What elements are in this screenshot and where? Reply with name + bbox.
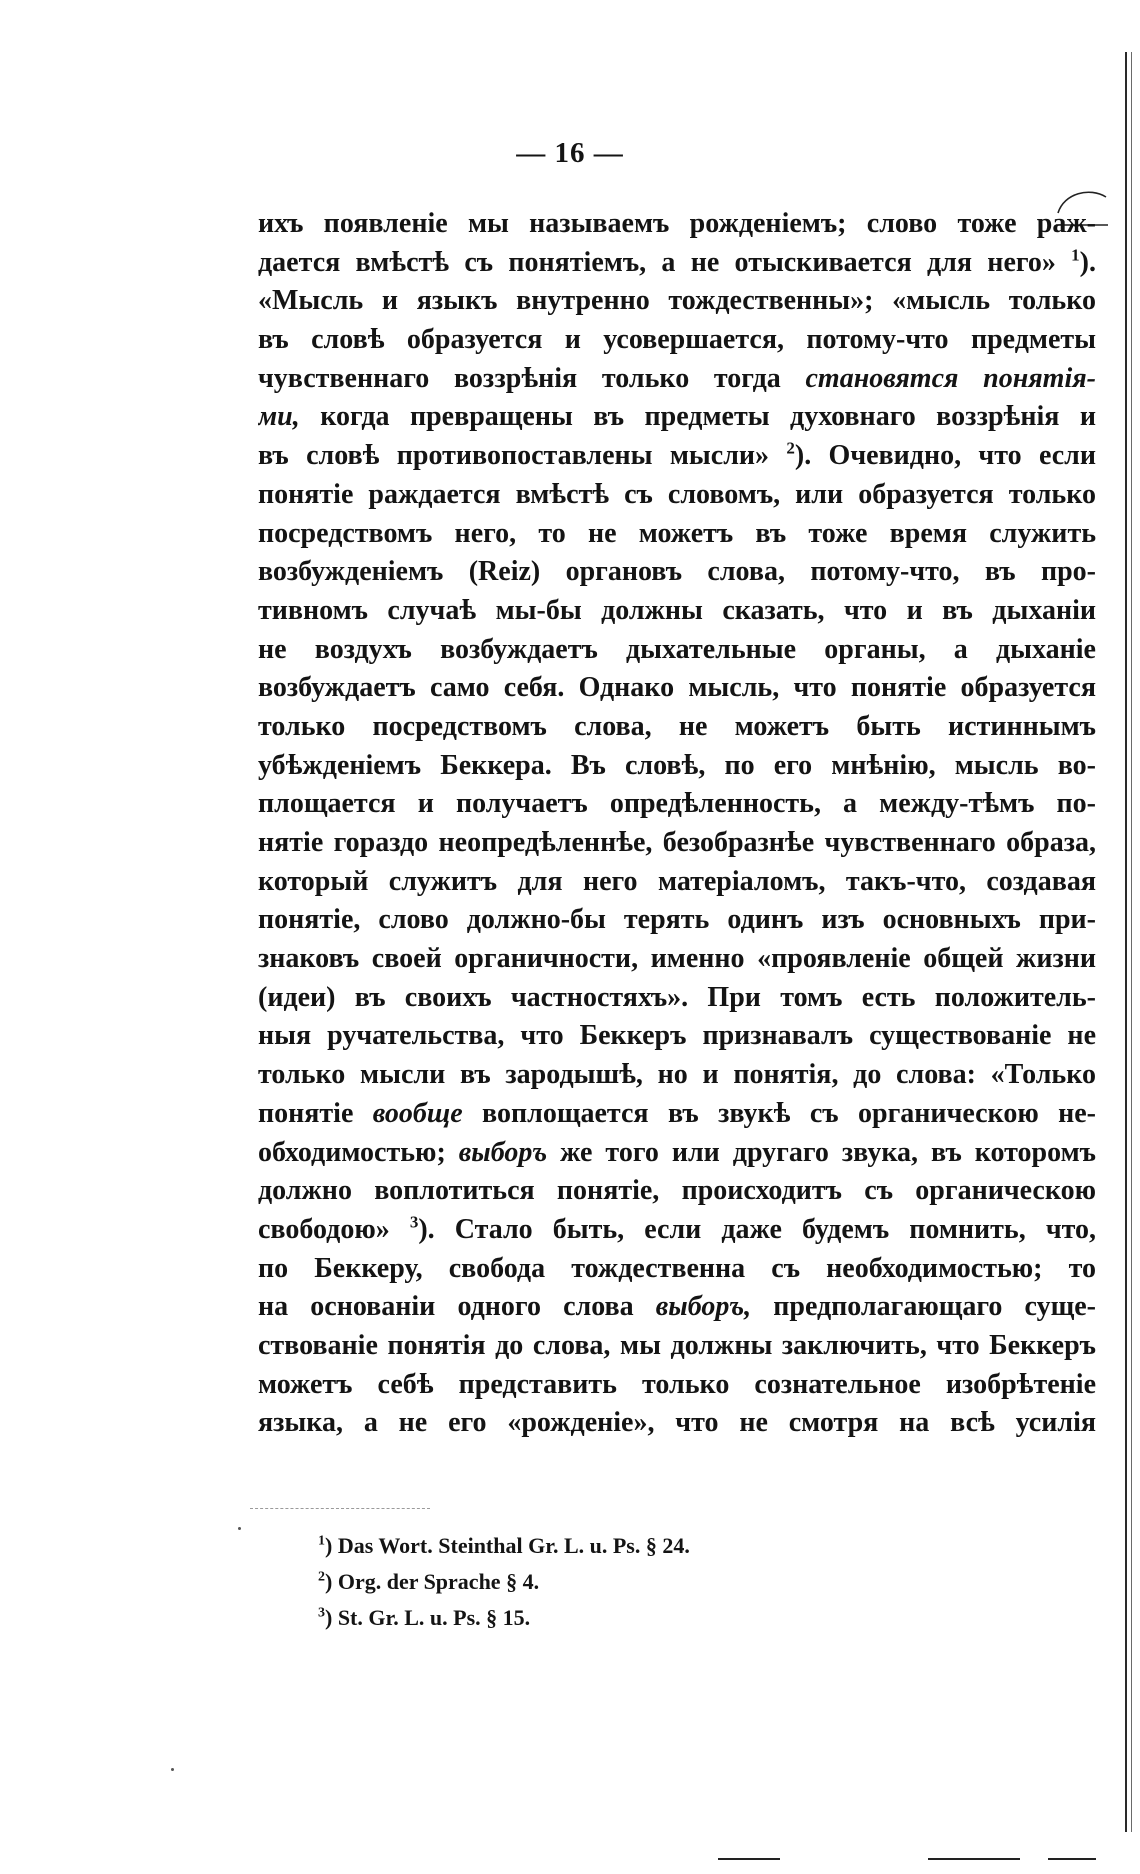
scan-speck xyxy=(238,1527,241,1530)
text-line xyxy=(258,785,1096,824)
footnote-separator xyxy=(250,1508,430,1509)
footnote xyxy=(318,1528,918,1564)
text-run: дается вмѣстѣ съ понятіемъ, а не отыскивается для него» xyxy=(258,246,1072,278)
bottom-rule xyxy=(718,1858,780,1860)
text-run: свободою» xyxy=(258,1213,410,1245)
text-run: возбуждаетъ само себя. Однако мысль, что понятіе образуется xyxy=(258,672,1096,704)
text-run: только мысли въ зародышѣ, но и понятія, до слова: «Только xyxy=(258,1059,1096,1091)
text-line xyxy=(258,515,1096,554)
text-line xyxy=(258,979,1096,1018)
text-run: понятіе, слово должно-бы терять одинъ изъ основныхъ при- xyxy=(258,904,1096,936)
footnote-reference: 1 xyxy=(1071,245,1080,265)
text-run: же того или другаго звука, въ которомъ xyxy=(547,1136,1096,1168)
text-run: языка, а не его «рожденіе», что не смотря на всѣ усилія xyxy=(258,1407,1096,1439)
text-run: можетъ себѣ представить только сознательное изобрѣтеніе xyxy=(258,1368,1096,1400)
page-edge-line xyxy=(1125,52,1127,1832)
body-text xyxy=(258,205,1096,1443)
footnote xyxy=(318,1564,918,1600)
text-line xyxy=(258,1056,1096,1095)
text-line xyxy=(258,1017,1096,1056)
text-line xyxy=(258,901,1096,940)
text-run: знаковъ своей органичности, именно «проявленіе общей жизни xyxy=(258,943,1096,975)
text-run: должно воплотиться понятіе, происходитъ съ органическою xyxy=(258,1175,1096,1207)
text-line xyxy=(258,437,1096,476)
text-run: понятіе xyxy=(258,1097,373,1129)
text-line xyxy=(258,669,1096,708)
text-line xyxy=(258,1250,1096,1289)
text-line xyxy=(258,747,1096,786)
text-line xyxy=(258,1404,1096,1443)
emphasis-text: выборъ xyxy=(458,1136,548,1168)
emphasis-text: становятся понятія- xyxy=(805,362,1096,394)
text-run: площается и получаетъ опредѣленность, а между-тѣмъ по- xyxy=(258,788,1096,820)
text-run: только посредствомъ слова, не можетъ быть истиннымъ xyxy=(258,710,1096,742)
text-line xyxy=(258,398,1096,437)
text-run: чувственнаго воззрѣнія только тогда xyxy=(258,362,806,394)
footnote-reference: 2 xyxy=(786,438,795,458)
text-run: обходимостью; xyxy=(258,1136,459,1168)
text-run: убѣжденіемъ Беккера. Въ словѣ, по его мнѣнію, мысль во- xyxy=(258,749,1096,781)
text-line xyxy=(258,205,1096,244)
text-line xyxy=(258,824,1096,863)
text-line xyxy=(258,708,1096,747)
text-run: «Мысль и языкъ внутренно тождественны»; «мысль только xyxy=(258,285,1096,317)
text-run: тивномъ случаѣ мы-бы должны сказать, что и въ дыханіи xyxy=(258,594,1096,626)
bottom-rule xyxy=(1048,1858,1096,1860)
text-run: который служитъ для него матеріаломъ, такъ-что, создавая xyxy=(258,865,1096,897)
text-line xyxy=(258,1211,1096,1250)
text-run: въ словѣ противопоставлены мысли» xyxy=(258,440,787,472)
footnote-mark: 2 xyxy=(318,1569,325,1585)
text-run: ихъ появленіе мы называемъ рожденіемъ; слово тоже раж- xyxy=(258,208,1096,239)
text-run: когда превращены въ предметы духовнаго воззрѣнія и xyxy=(299,401,1096,433)
text-run: понятіе раждается вмѣстѣ съ словомъ, или образуется только xyxy=(258,478,1096,510)
text-run: возбужденіемъ (Reiz) органовъ слова, потому-что, въ про- xyxy=(258,556,1096,588)
text-run: ныя ручательства, что Беккеръ признавалъ существованіе не xyxy=(258,1020,1096,1052)
text-line xyxy=(258,863,1096,902)
text-run: предполагающаго суще- xyxy=(751,1291,1096,1323)
text-run: ствованіе понятія до слова, мы должны заключить, что Беккеръ xyxy=(258,1329,1096,1361)
text-line xyxy=(258,1095,1096,1134)
text-run: по Беккеру, свобода тождественна съ необходимостью; то xyxy=(258,1252,1096,1284)
text-line xyxy=(258,1288,1096,1327)
footnote-mark: 1 xyxy=(318,1533,325,1549)
text-run: ). Очевидно, что если xyxy=(794,440,1096,472)
scan-speck xyxy=(171,1768,174,1771)
footnotes xyxy=(318,1528,918,1636)
bottom-rule xyxy=(928,1858,1020,1860)
text-line xyxy=(258,282,1096,321)
text-line xyxy=(258,360,1096,399)
footnote-text: ) St. Gr. L. u. Ps. § 15. xyxy=(325,1605,531,1630)
text-run: воплощается въ звукѣ съ органическою не- xyxy=(462,1097,1096,1129)
text-line xyxy=(258,244,1096,283)
text-run: посредствомъ него, то не можетъ въ тоже время служить xyxy=(258,517,1096,549)
text-line xyxy=(258,1172,1096,1211)
text-line xyxy=(258,1327,1096,1366)
text-line xyxy=(258,321,1096,360)
footnote xyxy=(318,1600,918,1636)
emphasis-text: вообще xyxy=(372,1097,463,1129)
emphasis-text: выборъ, xyxy=(655,1291,752,1323)
text-line xyxy=(258,553,1096,592)
footnote-text: ) Org. der Sprache § 4. xyxy=(325,1569,540,1594)
text-line xyxy=(258,631,1096,670)
text-run: ). xyxy=(1079,246,1096,278)
text-line xyxy=(258,476,1096,515)
text-line xyxy=(258,1134,1096,1173)
footnote-text: ) Das Wort. Steinthal Gr. L. u. Ps. § 24. xyxy=(325,1533,690,1558)
page-number: — 16 — xyxy=(516,137,624,169)
text-run: (идеи) въ своихъ частностяхъ». При томъ есть положитель- xyxy=(258,981,1096,1013)
text-run: ). Стало быть, если даже будемъ помнить, что, xyxy=(418,1213,1096,1245)
emphasis-text: ми, xyxy=(258,401,300,433)
footnote-reference: 3 xyxy=(409,1212,419,1232)
text-line xyxy=(258,592,1096,631)
text-run: въ словѣ образуется и усовершается, потому-что предметы xyxy=(258,324,1096,356)
page-edge-line-secondary xyxy=(1131,52,1132,1832)
text-run: нятіе гораздо неопредѣленнѣе, безобразнѣе чувственнаго образа, xyxy=(258,827,1096,858)
footnote-mark: 3 xyxy=(318,1605,325,1621)
text-line xyxy=(258,940,1096,979)
text-run: не воздухъ возбуждаетъ дыхательные органы, а дыханіе xyxy=(258,633,1096,665)
text-run: на основаніи одного слова xyxy=(258,1291,656,1323)
text-line xyxy=(258,1366,1096,1405)
